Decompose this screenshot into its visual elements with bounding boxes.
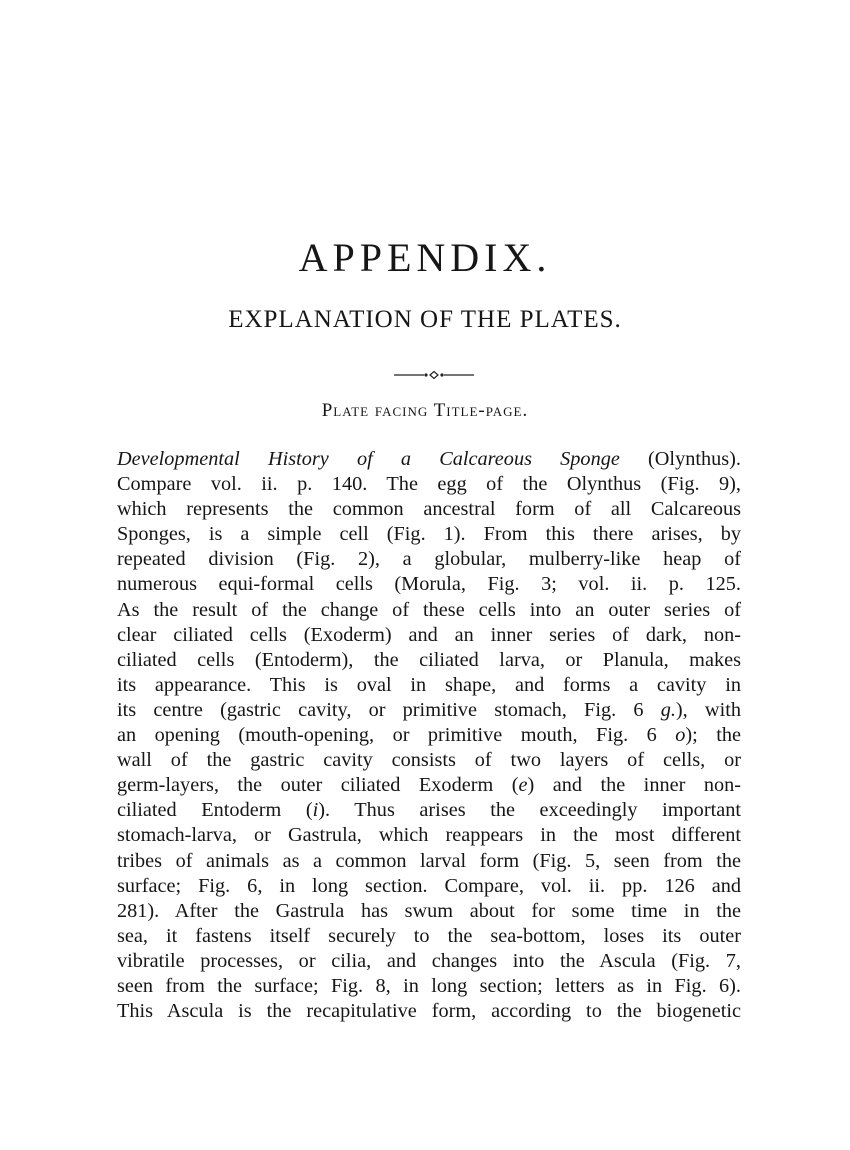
text-run: sea, it fastens itself securely to the sea-bottom, loses its outer (117, 924, 741, 947)
text-run: clear ciliated cells (Exoderm) and an inner series of dark, non- (117, 623, 741, 646)
italic-text: g. (660, 698, 676, 721)
text-run: its centre (gastric cavity, or primitive stomach, Fig. 6 (117, 698, 661, 721)
text-run: stomach-larva, or Gastrula, which reappears in the most different (117, 824, 741, 847)
explanation-paragraph (117, 447, 741, 1024)
text-run: surface; Fig. 6, in long section. Compare, vol. ii. pp. 126 and (117, 874, 741, 897)
italic-text: e (518, 774, 528, 797)
text-run: its appearance. This is oval in shape, and forms a cavity in (117, 673, 741, 696)
text-line (117, 623, 741, 648)
text-line (117, 723, 741, 748)
text-run: As the result of the change of these cells into an outer series of (117, 598, 741, 621)
text-run: wall of the gastric cavity consists of two layers of cells, or (117, 749, 741, 772)
text-run: ) and the inner non- (527, 774, 741, 797)
text-line (117, 522, 741, 547)
text-line (117, 673, 741, 698)
text-run: germ-layers, the outer ciliated Exoderm ( (117, 774, 519, 797)
text-line (117, 849, 741, 874)
text-run: an opening (mouth-opening, or primitive mouth, Fig. 6 (117, 724, 676, 747)
text-run: tribes of animals as a common larval form (Fig. 5, seen from the (117, 849, 741, 872)
text-run: repeated division (Fig. 2), a globular, mulberry-like heap of (117, 548, 741, 571)
text-line (117, 547, 741, 572)
text-line (117, 598, 741, 623)
text-run: ). Thus arises the exceedingly important (318, 799, 741, 822)
text-line (117, 974, 741, 999)
plates-subheading: EXPLANATION OF THE PLATES. (228, 306, 622, 333)
text-line (117, 572, 741, 597)
text-line (117, 924, 741, 949)
text-line (117, 472, 741, 497)
text-line (117, 798, 741, 823)
text-line (117, 874, 741, 899)
plate-title: Plate facing Title-page. (321, 400, 529, 421)
text-run: This Ascula is the recapitulative form, according to the biogenetic (117, 1000, 741, 1023)
ornament-divider-icon (394, 369, 474, 381)
text-run: numerous equi-formal cells (Morula, Fig. 3; vol. ii. p. 125. (117, 573, 741, 596)
text-line (117, 497, 741, 522)
text-run: ), with (675, 698, 741, 721)
text-run: vibratile processes, or cilia, and changes into the Ascula (Fig. 7, (117, 949, 741, 972)
text-run: 281). After the Gastrula has swum about for some time in the (117, 899, 741, 922)
text-run: ciliated Entoderm ( (117, 799, 313, 822)
text-line (117, 823, 741, 848)
text-line (117, 447, 741, 472)
text-run: (Olynthus). (619, 448, 741, 470)
italic-text: o (675, 724, 686, 747)
text-line (117, 899, 741, 924)
appendix-heading: APPENDIX. (298, 235, 552, 280)
text-run: ); the (685, 724, 741, 747)
text-run: seen from the surface; Fig. 8, in long section; letters as in Fig. 6). (117, 974, 741, 997)
italic-text: Developmental History of a Calcareous Sponge (117, 448, 620, 470)
text-line (117, 698, 741, 723)
text-line (117, 999, 741, 1024)
text-run: which represents the common ancestral form of all Calcareous (117, 498, 741, 521)
text-run: ciliated cells (Entoderm), the ciliated larva, or Planula, makes (117, 648, 741, 671)
text-run: Compare vol. ii. p. 140. The egg of the Olynthus (Fig. 9), (117, 473, 741, 496)
text-line (117, 748, 741, 773)
text-run: Sponges, is a simple cell (Fig. 1). From this there arises, by (117, 523, 741, 546)
text-line (117, 773, 741, 798)
italic-text: i (312, 799, 319, 822)
text-line (117, 949, 741, 974)
text-line (117, 648, 741, 673)
